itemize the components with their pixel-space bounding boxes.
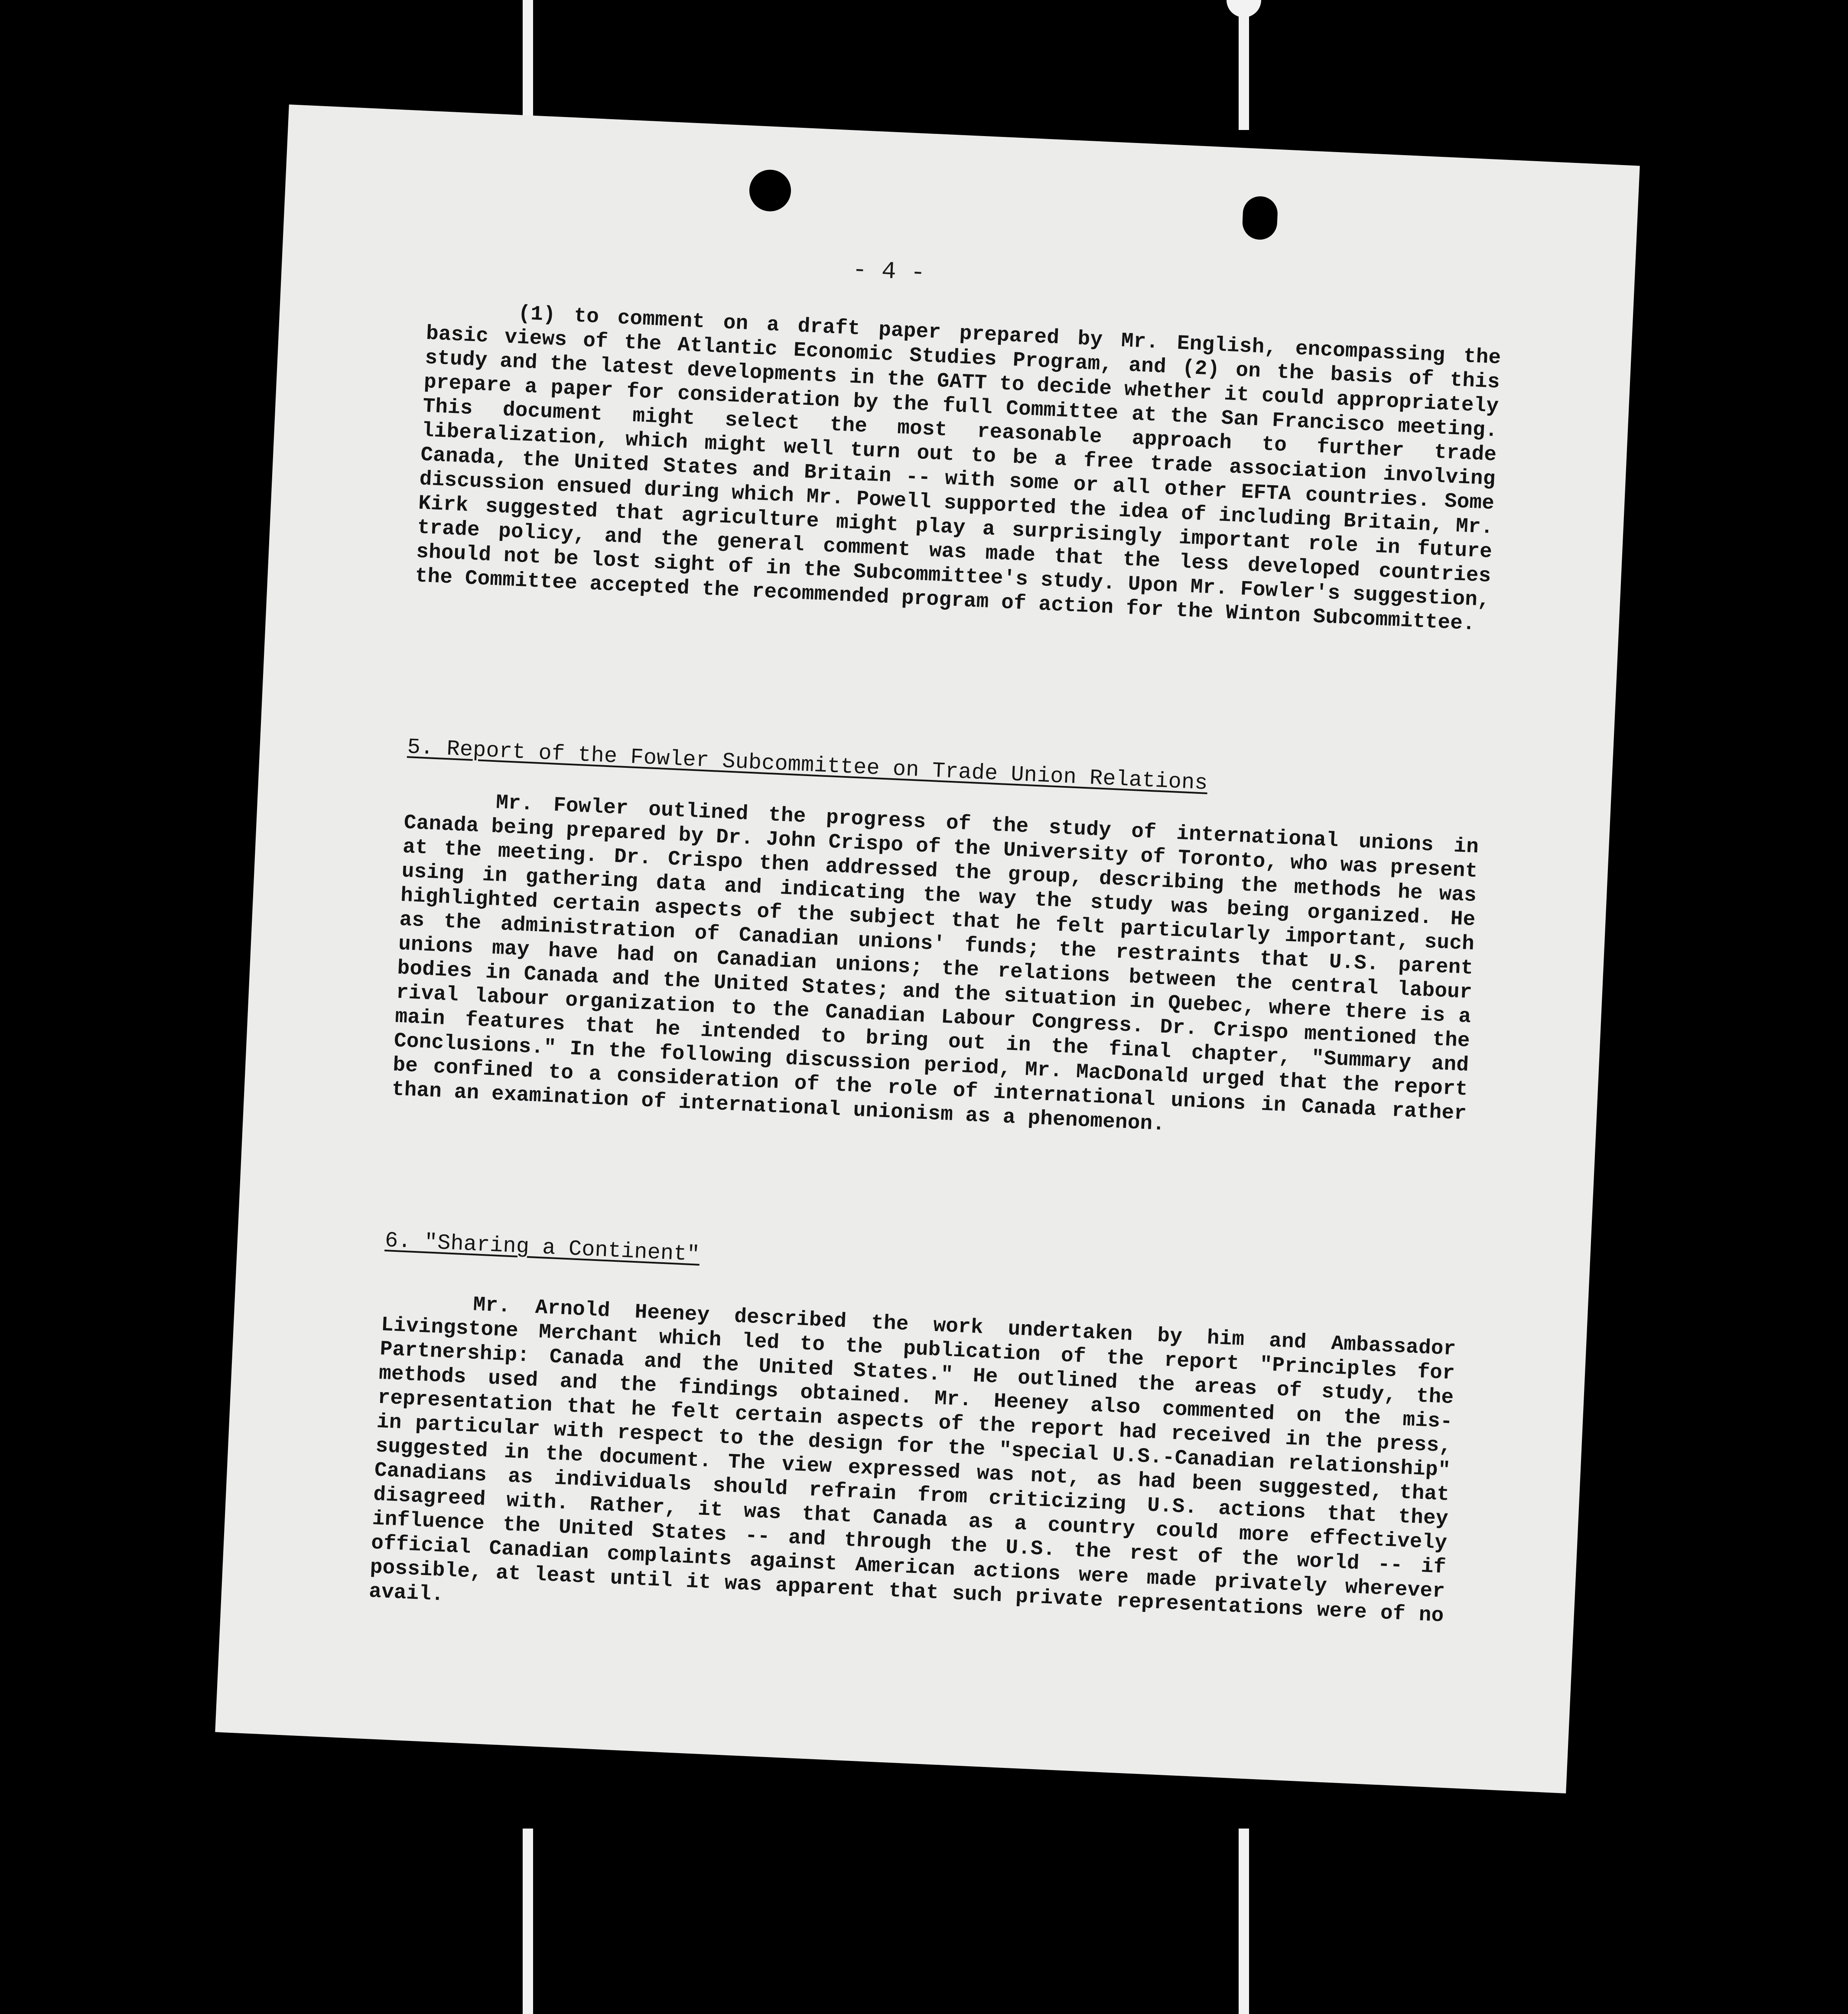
paragraph-text: Mr. Fowler outlined the progress of the study of international unions in Canada being prepared by Dr. John Crispo of the University of Toronto, who was present at the meeting. Dr. Crispo then addressed the group, describing the methods he was using in gathering data and indicating the way the study was being organized. He highlighted certain aspects of the subject that he felt particularly important, such as the administration of Canadian unions' funds; the restraints that U.S. parent unions may have had on Canadian unions; the relations between the central labour bodies in Canada and the United States; and the situation in Quebec, where there is a rival labour organization to the Canadian Labour Congress. Dr. Crispo mentioned the main features that he intended to bring out in the final chapter, "Summary and Conclusions." In the following discussion period, Mr. MacDonald urged that the report be confined to a consideration of the role of international unions in Canada rather than an examination of international unionism as a phenomenon.: [391, 791, 1480, 1137]
section-5-body: [391, 786, 1479, 1150]
continued-paragraph: [415, 297, 1502, 637]
film-guide-bar-bottom-left: [523, 1829, 533, 2014]
page-number: - 4 -: [852, 256, 926, 287]
punch-hole-left: [748, 169, 792, 212]
film-guide-bar-top-right: [1239, 0, 1249, 130]
document-page: [215, 104, 1640, 1793]
paragraph-text: Mr. Arnold Heeney described the work undertaken by him and Ambassador Livingstone Merchant which led to the publication of the report "Principles for Partnership: Canada and the United States." He outlined the areas of study, the methods used and the findings obtained. Mr. Heeney also commented on the mis-representation that he felt certain aspects of the report had received in the press, in particular with respect to the design for the "special U.S.-Canadian relationship" suggested in the document. The view expressed was not, as had been suggested, that Canadians as individuals should refrain from criticizing U.S. actions that they disagreed with. Rather, it was that Canada as a country could more effectively influence the United States -- and through the U.S. the rest of the world -- if official Canadian complaints against American actions were made privately wherever possible, at least until it was apparent that such private representations were of no avail.: [368, 1293, 1457, 1628]
section-5-heading: 5. Report of the Fowler Subcommittee on Trade Union Relations: [407, 735, 1208, 796]
film-notch: [1227, 0, 1261, 17]
section-6-heading: 6. "Sharing a Continent": [384, 1228, 701, 1267]
film-guide-bar-bottom-right: [1239, 1829, 1249, 2014]
paragraph-text: (1) to comment on a draft paper prepared by Mr. English, encompassing the basic views of the Atlantic Economic Studies Program, and (2) on the basis of this study and the latest developments in the GATT to decide whether it could appropriately prepare a paper for consideration by the full Committee at the San Francisco meeting. This document might select the most reasonable approach to further trade liberalization, which might well turn out to be a free trade association involving Canada, the United States and Britain -- with some or all other EFTA countries. Some discussion ensued during which Mr. Powell supported the idea of including Britain, Mr. Kirk suggested that agriculture might play a surprisingly important role in future trade policy, and the general comment was made that the less developed countries should not be lost sight of in the Subcommittee's study. Upon Mr. Fowler's suggestion, the Committee accepted the recommended program of action for the Winton Subcommittee.: [414, 302, 1502, 636]
section-6-body: [368, 1289, 1456, 1653]
punch-hole-right: [1242, 195, 1278, 240]
